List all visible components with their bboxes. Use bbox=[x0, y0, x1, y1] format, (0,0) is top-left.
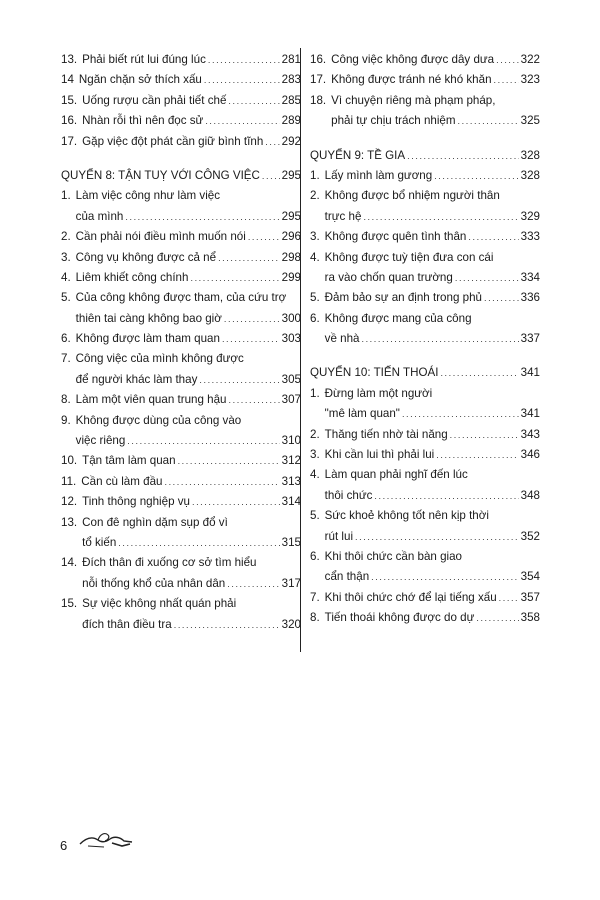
toc-entry-continuation[interactable] bbox=[310, 111, 540, 131]
entry-title: về nhà bbox=[324, 332, 360, 346]
entry-page-number: 323 bbox=[520, 73, 540, 87]
entry-title: Nhàn rỗi thì nên đọc sử bbox=[82, 114, 204, 128]
entry-title: Khi cần lui thì phải lui bbox=[324, 448, 435, 462]
entry-title: Làm việc công như làm việc bbox=[75, 189, 221, 203]
entry-page-number: 334 bbox=[520, 270, 540, 284]
toc-entry[interactable] bbox=[310, 425, 540, 445]
entry-number: 1. bbox=[310, 386, 320, 400]
entry-page-number: 303 bbox=[281, 332, 301, 346]
section-gap bbox=[61, 152, 301, 166]
toc-entry[interactable] bbox=[61, 248, 301, 268]
entry-title: Phải biết rút lui đúng lúc bbox=[82, 53, 206, 66]
entry-page-number: 317 bbox=[281, 576, 301, 590]
entry-page-number: 285 bbox=[281, 93, 301, 107]
leader-dots bbox=[262, 171, 280, 181]
entry-number: 12. bbox=[61, 495, 78, 509]
entry-number: 2. bbox=[310, 427, 320, 441]
entry-number: 15. bbox=[61, 93, 78, 107]
entry-title: tổ kiến bbox=[82, 535, 117, 549]
entry-page-number: 333 bbox=[520, 230, 540, 244]
part-heading[interactable] bbox=[310, 146, 540, 166]
entry-title: việc riêng bbox=[75, 434, 126, 448]
entry-number: 2. bbox=[61, 230, 71, 244]
toc-entry-continuation[interactable] bbox=[310, 527, 540, 547]
part-title: QUYỂN 8: TẬN TUỴ VỚI CÔNG VIỆC bbox=[61, 168, 260, 182]
entry-number: 6. bbox=[61, 332, 71, 346]
entry-number: 1. bbox=[61, 189, 71, 203]
toc-entry-continuation[interactable] bbox=[61, 574, 301, 594]
toc-entry[interactable] bbox=[61, 451, 301, 471]
entry-number: 8. bbox=[61, 393, 71, 407]
toc-entry[interactable] bbox=[61, 390, 301, 410]
entry-title: thôi chức bbox=[324, 488, 373, 502]
entry-title: Đích thân đi xuống cơ sở tìm hiểu bbox=[82, 556, 257, 570]
entry-page-number: 322 bbox=[520, 53, 540, 66]
entry-number: 5. bbox=[310, 509, 320, 523]
entry-number: 4. bbox=[61, 270, 71, 284]
toc-entry[interactable] bbox=[61, 268, 301, 288]
entry-title: thiên tai càng không bao giờ bbox=[75, 311, 222, 325]
leader-dots bbox=[402, 409, 519, 419]
section-gap bbox=[310, 132, 540, 146]
leader-dots bbox=[125, 212, 279, 222]
part-page-number: 328 bbox=[520, 148, 540, 162]
toc-entry[interactable] bbox=[61, 553, 301, 573]
entry-number: 13. bbox=[61, 53, 78, 66]
entry-number: 7. bbox=[61, 352, 71, 366]
leader-dots bbox=[164, 477, 279, 487]
entry-page-number: 310 bbox=[281, 434, 301, 448]
toc-entry-continuation[interactable] bbox=[310, 207, 540, 227]
leader-dots bbox=[436, 450, 518, 460]
leader-dots bbox=[407, 151, 519, 161]
entry-page-number: 298 bbox=[281, 250, 301, 264]
toc-entry[interactable] bbox=[310, 227, 540, 247]
entry-page-number: 325 bbox=[520, 114, 540, 128]
entry-page-number: 352 bbox=[520, 529, 540, 543]
toc-entry[interactable] bbox=[310, 166, 540, 186]
entry-page-number: 337 bbox=[520, 332, 540, 346]
entry-page-number: 336 bbox=[520, 291, 540, 305]
entry-number: 13. bbox=[61, 515, 78, 529]
leader-dots bbox=[494, 75, 519, 85]
leader-dots bbox=[224, 314, 280, 324]
entry-number: 10. bbox=[61, 454, 78, 468]
entry-number: 1. bbox=[310, 168, 320, 182]
entry-title: Công vụ không được cả nể bbox=[75, 250, 217, 264]
entry-title: Công việc của mình không được bbox=[75, 352, 244, 366]
leader-dots bbox=[455, 273, 519, 283]
entry-number: 16. bbox=[310, 53, 327, 66]
leader-dots bbox=[218, 253, 280, 263]
leader-dots bbox=[374, 491, 518, 501]
leader-dots bbox=[208, 55, 280, 65]
toc-entry[interactable] bbox=[310, 309, 540, 329]
entry-number: 5. bbox=[61, 291, 71, 305]
leader-dots bbox=[222, 334, 280, 344]
toc-entry[interactable] bbox=[61, 132, 301, 152]
entry-page-number: 295 bbox=[281, 209, 301, 223]
entry-page-number: 343 bbox=[520, 427, 540, 441]
toc-entry[interactable] bbox=[61, 288, 301, 308]
entry-title: Không được quên tình thân bbox=[324, 230, 467, 244]
entry-number: 4. bbox=[310, 250, 320, 264]
page-number: 6 bbox=[60, 838, 68, 853]
entry-title: Ngăn chặn sở thích xấu bbox=[78, 73, 202, 87]
entry-page-number: 292 bbox=[281, 134, 301, 148]
entry-number: 15. bbox=[61, 597, 78, 611]
toc-entry[interactable] bbox=[310, 50, 540, 70]
entry-page-number: 341 bbox=[520, 407, 540, 421]
toc-entry[interactable] bbox=[61, 91, 301, 111]
entry-page-number: 307 bbox=[281, 393, 301, 407]
leader-dots bbox=[363, 212, 518, 222]
entry-title: Khi thôi chức chớ để lại tiếng xấu bbox=[324, 590, 497, 604]
toc-entry-continuation[interactable] bbox=[61, 207, 301, 227]
entry-number: 17. bbox=[61, 134, 78, 148]
toc-entry[interactable] bbox=[310, 91, 540, 111]
entry-title: Đảm bảo sự an định trong phủ bbox=[324, 291, 482, 305]
leader-dots bbox=[458, 116, 519, 126]
entry-title: Không được tránh né khó khăn bbox=[331, 73, 492, 87]
entry-number: 14. bbox=[61, 556, 78, 570]
leader-dots bbox=[178, 456, 280, 466]
toc-entry-continuation[interactable] bbox=[310, 567, 540, 587]
toc-entry[interactable] bbox=[61, 594, 301, 614]
entry-title: phải tự chịu trách nhiệm bbox=[331, 114, 456, 128]
leader-dots bbox=[192, 497, 280, 507]
toc-entry[interactable] bbox=[61, 411, 301, 431]
entry-title: Của công không được tham, của cứu trợ bbox=[75, 291, 287, 305]
entry-number: 9. bbox=[61, 413, 71, 427]
entry-number: 3. bbox=[61, 250, 71, 264]
entry-title: Làm quan phải nghĩ đến lúc bbox=[324, 468, 468, 482]
entry-page-number: 312 bbox=[281, 454, 301, 468]
entry-title: trực hệ bbox=[324, 209, 362, 223]
part-page-number: 295 bbox=[281, 168, 301, 182]
leader-dots bbox=[440, 368, 518, 378]
entry-number: 6. bbox=[310, 311, 320, 325]
entry-page-number: 313 bbox=[281, 474, 301, 488]
entry-title: Không được tuỳ tiện đưa con cái bbox=[324, 250, 494, 264]
entry-number: 14 bbox=[61, 73, 74, 87]
toc-entry[interactable] bbox=[310, 547, 540, 567]
toc-entry-continuation[interactable] bbox=[310, 486, 540, 506]
entry-number: 3. bbox=[310, 448, 320, 462]
entry-number: 5. bbox=[310, 291, 320, 305]
toc-entry[interactable] bbox=[61, 349, 301, 369]
entry-page-number: 281 bbox=[281, 53, 301, 66]
entry-title: Sự việc không nhất quán phải bbox=[82, 597, 237, 611]
toc-entry-continuation[interactable] bbox=[61, 370, 301, 390]
toc-entry[interactable] bbox=[61, 513, 301, 533]
leader-dots bbox=[476, 613, 518, 623]
leader-dots bbox=[127, 436, 279, 446]
entry-title: đích thân điều tra bbox=[82, 617, 172, 631]
toc-entry[interactable] bbox=[61, 50, 301, 70]
entry-title: Tận tâm làm quan bbox=[82, 454, 176, 468]
toc-left-column bbox=[61, 50, 301, 635]
publisher-logo-icon bbox=[78, 828, 134, 850]
toc-entry[interactable] bbox=[61, 492, 301, 512]
part-heading[interactable] bbox=[310, 363, 540, 383]
leader-dots bbox=[174, 620, 280, 630]
entry-title: Vì chuyện riêng mà phạm pháp, bbox=[331, 93, 496, 107]
entry-title: Không được mang của công bbox=[324, 311, 472, 325]
entry-title: Đừng làm một người bbox=[324, 386, 433, 400]
toc-entry[interactable] bbox=[310, 608, 540, 628]
leader-dots bbox=[204, 75, 280, 85]
toc-entry[interactable] bbox=[61, 472, 301, 492]
leader-dots bbox=[496, 55, 519, 65]
entry-title: ra vào chốn quan trường bbox=[324, 270, 453, 284]
toc-entry[interactable] bbox=[61, 227, 301, 247]
leader-dots bbox=[227, 579, 279, 589]
entry-title: nỗi thống khổ của nhân dân bbox=[82, 576, 226, 590]
toc-entry[interactable] bbox=[310, 506, 540, 526]
entry-number: 11. bbox=[61, 474, 77, 488]
entry-title: Cần phải nói điều mình muốn nói bbox=[75, 230, 246, 244]
entry-page-number: 315 bbox=[281, 535, 301, 549]
entry-page-number: 346 bbox=[520, 448, 540, 462]
toc-entry-continuation[interactable] bbox=[61, 615, 301, 635]
entry-page-number: 320 bbox=[281, 617, 301, 631]
entry-number: 8. bbox=[310, 611, 320, 625]
leader-dots bbox=[228, 96, 279, 106]
leader-dots bbox=[190, 273, 279, 283]
part-title: QUYỂN 9: TỀ GIA bbox=[310, 148, 406, 162]
toc-entry[interactable] bbox=[310, 186, 540, 206]
leader-dots bbox=[371, 572, 519, 582]
entry-title: Không được bổ nhiệm người thân bbox=[324, 189, 500, 203]
toc-entry-continuation[interactable] bbox=[310, 329, 540, 349]
toc-entry-continuation[interactable] bbox=[61, 533, 301, 553]
leader-dots bbox=[248, 232, 280, 242]
toc-right-column bbox=[310, 50, 540, 629]
leader-dots bbox=[118, 538, 279, 548]
entry-number: 16. bbox=[61, 114, 78, 128]
entry-page-number: 300 bbox=[281, 311, 301, 325]
toc-entry-continuation[interactable] bbox=[310, 404, 540, 424]
entry-title: Không được làm tham quan bbox=[75, 332, 220, 346]
entry-page-number: 305 bbox=[281, 372, 301, 386]
toc-entry[interactable] bbox=[61, 70, 301, 90]
entry-title: Liêm khiết công chính bbox=[75, 270, 189, 284]
entry-page-number: 283 bbox=[281, 73, 301, 87]
entry-title: Gặp việc đột phát cần giữ bình tĩnh bbox=[82, 134, 264, 148]
entry-number: 18. bbox=[310, 93, 327, 107]
leader-dots bbox=[205, 116, 279, 126]
entry-page-number: 289 bbox=[281, 114, 301, 128]
entry-title: Không được dùng của công vào bbox=[75, 413, 242, 427]
toc-entry[interactable] bbox=[310, 465, 540, 485]
entry-title: Tinh thông nghiệp vụ bbox=[82, 495, 190, 509]
toc-entry[interactable] bbox=[61, 111, 301, 131]
entry-title: Làm một viên quan trung hậu bbox=[75, 393, 227, 407]
entry-page-number: 296 bbox=[281, 230, 301, 244]
leader-dots bbox=[229, 395, 280, 405]
toc-entry-continuation[interactable] bbox=[310, 268, 540, 288]
entry-number: 17. bbox=[310, 73, 327, 87]
entry-page-number: 354 bbox=[520, 570, 540, 584]
entry-title: "mê làm quan" bbox=[324, 407, 400, 421]
toc-entry[interactable] bbox=[310, 445, 540, 465]
entry-page-number: 299 bbox=[281, 270, 301, 284]
leader-dots bbox=[434, 171, 518, 181]
entry-number: 2. bbox=[310, 189, 320, 203]
part-page-number: 341 bbox=[520, 366, 540, 380]
entry-title: của mình bbox=[75, 209, 124, 223]
entry-page-number: 358 bbox=[520, 611, 540, 625]
entry-page-number: 329 bbox=[520, 209, 540, 223]
entry-title: rút lui bbox=[324, 529, 354, 543]
column-divider bbox=[300, 48, 301, 652]
entry-page-number: 357 bbox=[520, 590, 540, 604]
entry-page-number: 328 bbox=[520, 168, 540, 182]
leader-dots bbox=[361, 334, 518, 344]
entry-page-number: 348 bbox=[520, 488, 540, 502]
leader-dots bbox=[199, 375, 279, 385]
entry-number: 6. bbox=[310, 549, 320, 563]
entry-title: Thăng tiến nhờ tài năng bbox=[324, 427, 448, 441]
toc-entry[interactable] bbox=[310, 288, 540, 308]
leader-dots bbox=[355, 532, 519, 542]
entry-title: để người khác làm thay bbox=[75, 372, 198, 386]
entry-title: Khi thôi chức cần bàn giao bbox=[324, 549, 462, 563]
entry-title: Con đê nghìn dặm sụp đổ vì bbox=[82, 515, 228, 529]
leader-dots bbox=[468, 232, 518, 242]
toc-entry[interactable] bbox=[310, 70, 540, 90]
entry-title: Sức khoẻ không tốt nên kịp thời bbox=[324, 509, 489, 523]
entry-number: 3. bbox=[310, 230, 320, 244]
toc-entry[interactable] bbox=[61, 329, 301, 349]
toc-entry-continuation[interactable] bbox=[61, 431, 301, 451]
toc-entry[interactable] bbox=[310, 384, 540, 404]
entry-number: 4. bbox=[310, 468, 320, 482]
leader-dots bbox=[265, 137, 279, 147]
entry-title: Tiến thoái không được do dự bbox=[324, 611, 475, 625]
toc-entry[interactable] bbox=[310, 248, 540, 268]
entry-title: Cần cù làm đầu bbox=[81, 474, 163, 488]
section-gap bbox=[310, 349, 540, 363]
toc-entry[interactable] bbox=[61, 186, 301, 206]
leader-dots bbox=[450, 430, 519, 440]
entry-page-number: 314 bbox=[281, 495, 301, 509]
toc-entry[interactable] bbox=[310, 588, 540, 608]
entry-title: Công việc không được dây dưa bbox=[331, 53, 495, 66]
leader-dots bbox=[484, 293, 519, 303]
entry-title: Uống rượu cần phải tiết chế bbox=[82, 93, 227, 107]
toc-entry-continuation[interactable] bbox=[61, 309, 301, 329]
entry-title: cẩn thận bbox=[324, 570, 370, 584]
leader-dots bbox=[499, 593, 519, 603]
entry-number: 7. bbox=[310, 590, 320, 604]
part-heading[interactable] bbox=[61, 166, 301, 186]
entry-title: Lấy mình làm gương bbox=[324, 168, 433, 182]
part-title: QUYỂN 10: TIẾN THOÁI bbox=[310, 366, 439, 380]
